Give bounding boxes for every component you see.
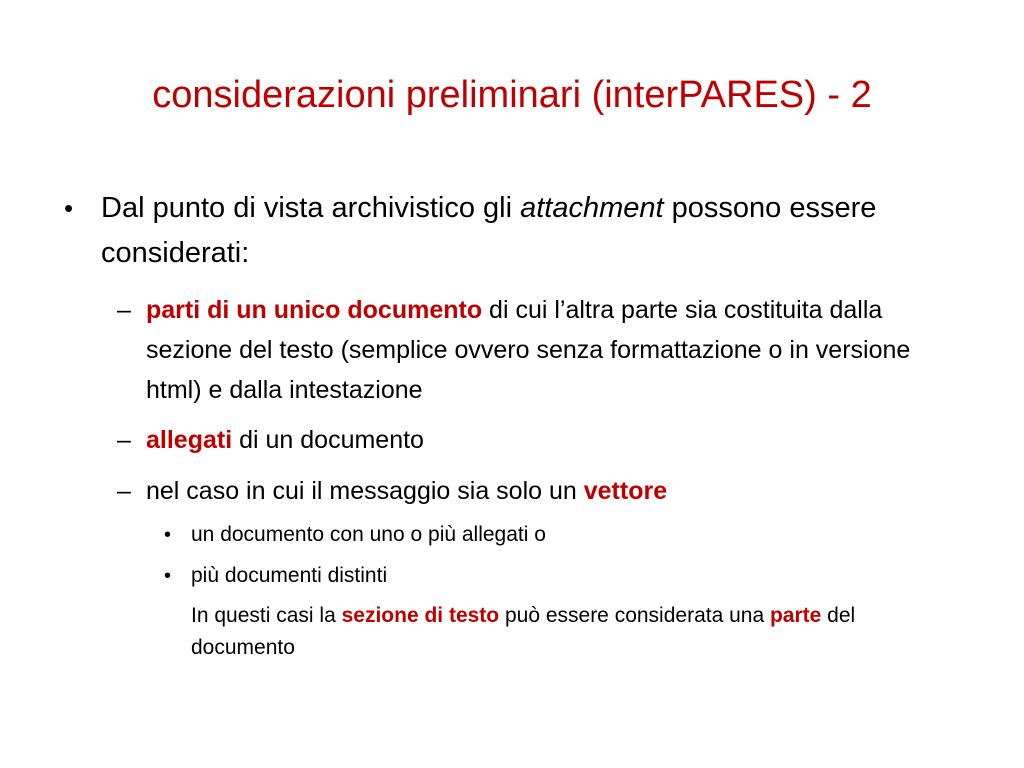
sub-bullet-parti-highlight: parti di un unico documento xyxy=(146,296,483,324)
note-highlight-sezione: sezione di testo xyxy=(341,604,500,627)
sub-bullet-allegati-body: di un documento xyxy=(232,426,424,454)
list-item xyxy=(164,519,944,551)
note-highlight-parte: parte xyxy=(769,604,822,627)
sub-bullet-parti xyxy=(117,290,947,410)
sub-bullet-parti-body: di cui l’altra parte sia costituita dalla sezione del testo (semplice ovvero senza formattazione o in versione html) e dalla intestazione xyxy=(146,296,911,404)
note-text-2: può essere considerata una xyxy=(499,604,770,627)
bullet-dot-icon: • xyxy=(164,524,172,546)
sub-bullet-allegati-highlight: allegati xyxy=(146,426,233,454)
list-item-text: un documento con uno o più allegati o xyxy=(191,523,546,546)
bullet-dash-icon: – xyxy=(117,477,131,505)
slide-title: considerazioni preliminari (interPARES) - 2 xyxy=(152,74,872,116)
note-paragraph xyxy=(191,600,961,664)
sub-bullet-allegati xyxy=(117,420,947,460)
sub-bullet-vettore xyxy=(117,471,947,511)
bullet-dash-icon: – xyxy=(117,426,131,454)
note-text-3: del documento xyxy=(191,604,856,659)
sub-bullet-parti-text xyxy=(146,290,947,410)
main-bullet-italic-term: attachment xyxy=(520,192,664,224)
main-bullet-text-after: possono essere considerati: xyxy=(101,192,877,269)
note-text-1: In questi casi la xyxy=(191,604,342,627)
bullet-dash-icon: – xyxy=(117,296,131,324)
main-bullet xyxy=(64,186,924,276)
main-bullet-text xyxy=(101,186,924,276)
list-item xyxy=(164,560,944,592)
main-bullet-text-before: Dal punto di vista archivistico gli xyxy=(101,192,521,224)
sub-bullet-vettore-text xyxy=(146,471,947,511)
list-item-text: più documenti distinti xyxy=(191,564,388,587)
bullet-dot-icon: • xyxy=(164,565,172,587)
sub-bullet-vettore-highlight: vettore xyxy=(583,477,668,505)
sub-bullet-vettore-body: nel caso in cui il messaggio sia solo un xyxy=(146,477,584,505)
bullet-dot-icon: • xyxy=(64,193,74,223)
sub-bullet-allegati-text xyxy=(146,420,947,460)
